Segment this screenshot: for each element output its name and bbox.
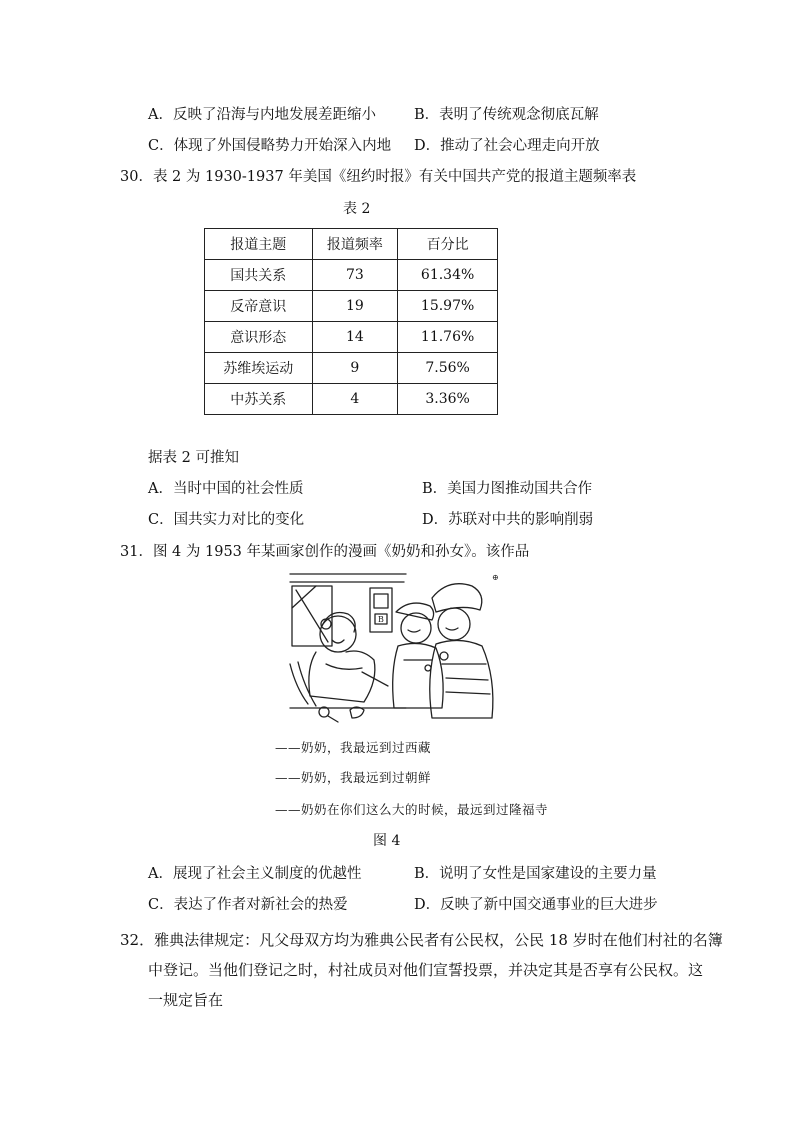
cell-frequency: 4 xyxy=(312,384,398,415)
q30-stem: 30．表 2 为 1930-1937 年美国《纽约时报》有关中国共产党的报道主题频率表 xyxy=(120,169,637,185)
cell-percent: 11.76% xyxy=(398,322,498,353)
table-row xyxy=(205,384,498,415)
dialogue-line-2: ——奶奶，我最远到过朝鲜 xyxy=(275,770,432,785)
q30-prompt: 据表 2 可推知 xyxy=(148,450,239,466)
cell-percent: 15.97% xyxy=(398,291,498,322)
q29-option-c: C．体现了外国侵略势力开始深入内地 xyxy=(148,138,392,154)
cell-topic: 中苏关系 xyxy=(205,384,313,415)
cell-topic: 苏维埃运动 xyxy=(205,353,313,384)
table-row xyxy=(205,260,498,291)
q31-stem: 31．图 4 为 1953 年某画家创作的漫画《奶奶和孙女》。该作品 xyxy=(120,544,530,560)
cartoon-illustration xyxy=(286,568,508,724)
q30-option-d: D．苏联对中共的影响削弱 xyxy=(422,512,594,528)
header-percent: 百分比 xyxy=(398,229,498,260)
q29-option-a: A．反映了沿海与内地发展差距缩小 xyxy=(148,107,376,123)
q32-line-1: 32．雅典法律规定：凡父母双方均为雅典公民者有公民权，公民 18 岁时在他们村社的名簿 xyxy=(120,931,723,949)
q31-option-b: B．说明了女性是国家建设的主要力量 xyxy=(414,866,657,882)
table-row xyxy=(205,353,498,384)
q30-option-b: B．美国力图推动国共合作 xyxy=(422,481,593,497)
cell-percent: 61.34% xyxy=(398,260,498,291)
q31-option-a: A．展现了社会主义制度的优越性 xyxy=(148,866,362,882)
table-header-row xyxy=(205,229,498,260)
dialogue-line-3: ——奶奶在你们这么大的时候，最远到过隆福寺 xyxy=(275,802,549,817)
table-row xyxy=(205,291,498,322)
cell-topic: 国共关系 xyxy=(205,260,313,291)
cell-percent: 3.36% xyxy=(398,384,498,415)
cell-frequency: 9 xyxy=(312,353,398,384)
report-frequency-table xyxy=(204,228,498,415)
table-caption: 表 2 xyxy=(343,201,371,217)
q30-option-a: A．当时中国的社会性质 xyxy=(148,481,304,497)
cell-percent: 7.56% xyxy=(398,353,498,384)
svg-text:⊕: ⊕ xyxy=(492,573,499,582)
table-row xyxy=(205,322,498,353)
cell-topic: 反帝意识 xyxy=(205,291,313,322)
q29-option-b: B．表明了传统观念彻底瓦解 xyxy=(414,107,599,123)
q32-line-2: 中登记。当他们登记之时，村社成员对他们宣誓投票，并决定其是否享有公民权。这 xyxy=(148,961,704,979)
cell-frequency: 19 xyxy=(312,291,398,322)
header-topic: 报道主题 xyxy=(205,229,313,260)
header-frequency: 报道频率 xyxy=(312,229,398,260)
cell-frequency: 73 xyxy=(312,260,398,291)
q29-option-d: D．推动了社会心理走向开放 xyxy=(414,138,600,154)
figure-caption: 图 4 xyxy=(373,833,401,849)
q31-option-d: D．反映了新中国交通事业的巨大进步 xyxy=(414,897,658,913)
cell-frequency: 14 xyxy=(312,322,398,353)
dialogue-line-1: ——奶奶，我最远到过西藏 xyxy=(275,740,432,755)
q32-line-3: 一规定旨在 xyxy=(148,991,224,1009)
q30-option-c: C．国共实力对比的变化 xyxy=(148,512,305,528)
q31-option-c: C．表达了作者对新社会的热爱 xyxy=(148,897,348,913)
svg-text:B: B xyxy=(378,615,384,624)
cell-topic: 意识形态 xyxy=(205,322,313,353)
